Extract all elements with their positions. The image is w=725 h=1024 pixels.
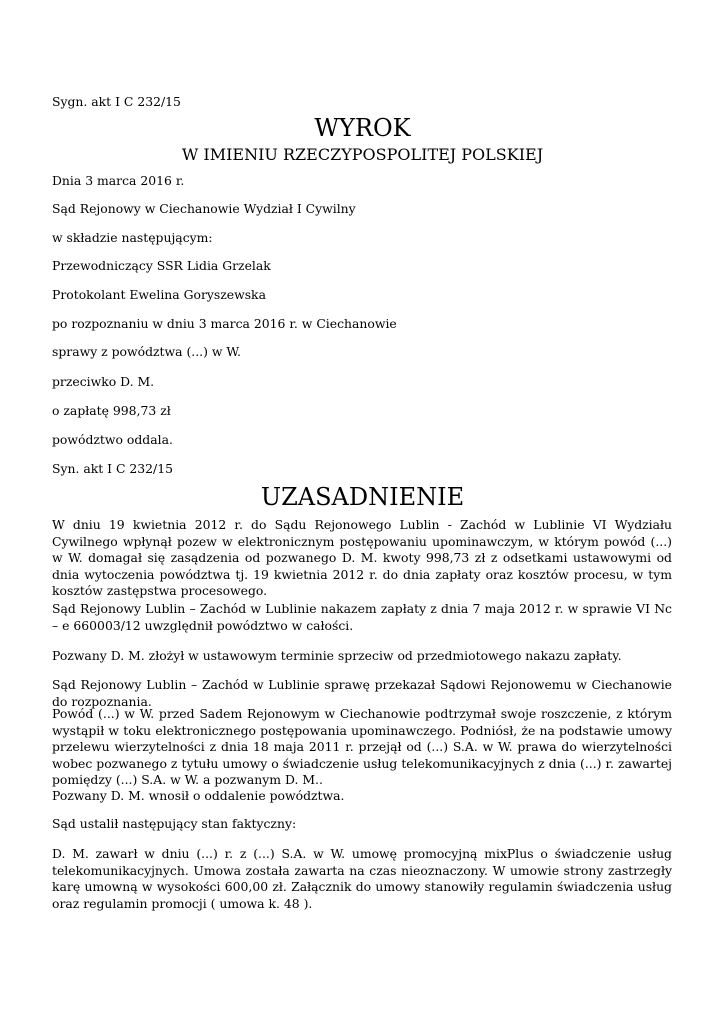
presiding-judge: Przewodniczący SSR Lidia Grzelak: [52, 258, 271, 273]
claim-amount: o zapłatę 998,73 zł: [52, 403, 171, 418]
justification-paragraph: D. M. zawarł w dniu (...) r. z (...) S.A. w W. umowę promocyjną mixPlus o świadczenie usług telekomunikacyjnych. Umowa została zawarta na czas nieoznaczony. W umowie strony zastrzegły karę umowną w wysokości 600,00 zł. Załącznik do umowy stanowiły regulamin świadczenia usług oraz regulamin promocji ( umowa k. 48 ).: [52, 846, 672, 911]
court-clerk: Protokolant Ewelina Goryszewska: [52, 287, 266, 302]
justification-paragraph: Pozwany D. M. wnosił o oddalenie powództwa.: [52, 788, 345, 803]
ruling: powództwo oddala.: [52, 432, 173, 447]
justification-paragraph: Sąd Rejonowy Lublin – Zachód w Lublinie nakazem zapłaty z dnia 7 maja 2012 r. w sprawie VI Nc – e 660003/12 uwzględnił powództwo w całości.: [52, 601, 672, 633]
defendant: przeciwko D. M.: [52, 374, 155, 389]
court-composition: w składzie następującym:: [52, 230, 213, 245]
case-parties: sprawy z powództwa (...) w W.: [52, 344, 241, 359]
verdict-title: WYROK: [314, 114, 411, 142]
verdict-subtitle: W IMIENIU RZECZYPOSPOLITEJ POLSKIEJ: [181, 145, 544, 164]
court-name: Sąd Rejonowy w Ciechanowie Wydział I Cywilny: [52, 201, 356, 216]
justification-title: UZASADNIENIE: [260, 483, 465, 511]
justification-paragraph: Sąd ustalił następujący stan faktyczny:: [52, 816, 297, 831]
hearing-info: po rozpoznaniu w dniu 3 marca 2016 r. w Ciechanowie: [52, 316, 397, 331]
case-signature: Sygn. akt I C 232/15: [52, 94, 181, 109]
justification-paragraph: Pozwany D. M. złożył w ustawowym terminie sprzeciw od przedmiotowego nakazu zapłaty.: [52, 648, 622, 663]
justification-paragraph: W dniu 19 kwietnia 2012 r. do Sądu Rejonowego Lublin - Zachód w Lublinie VI Wydziału Cywilnego wpłynął pozew w elektronicznym postępowaniu upominawczym, w którym powód (...) w W. domagał się zasądzenia od pozwanego D. M. kwoty 998,73 zł z odsetkami ustawowymi od dnia wytoczenia powództwa tj. 19 kwietnia 2012 r. do dnia zapłaty oraz kosztów procesu, w tym kosztów zastępstwa procesowego.: [52, 517, 672, 598]
justification-paragraph: Powód (...) w W. przed Sadem Rejonowym w Ciechanowie podtrzymał swoje roszczenie, z którym wystąpił w toku elektronicznego postępowania upominawczego. Podniósł, że na podstawie umowy przelewu wierzytelności z dnia 18 maja 2011 r. przejął od (...) S.A. w W. prawa do wierzytelności wobec pozwanego z tytułu umowy o świadczenie usług telekomunikacyjnych z dnia (...) r. zawartej pomiędzy (...) S.A. w W. a pozwanym D. M..: [52, 706, 672, 787]
verdict-date: Dnia 3 marca 2016 r.: [52, 173, 185, 188]
justification-paragraph: Sąd Rejonowy Lublin – Zachód w Lublinie sprawę przekazał Sądowi Rejonowemu w Ciechanowie do rozpoznania.: [52, 677, 672, 709]
case-signature-secondary: Syn. akt I C 232/15: [52, 461, 174, 476]
